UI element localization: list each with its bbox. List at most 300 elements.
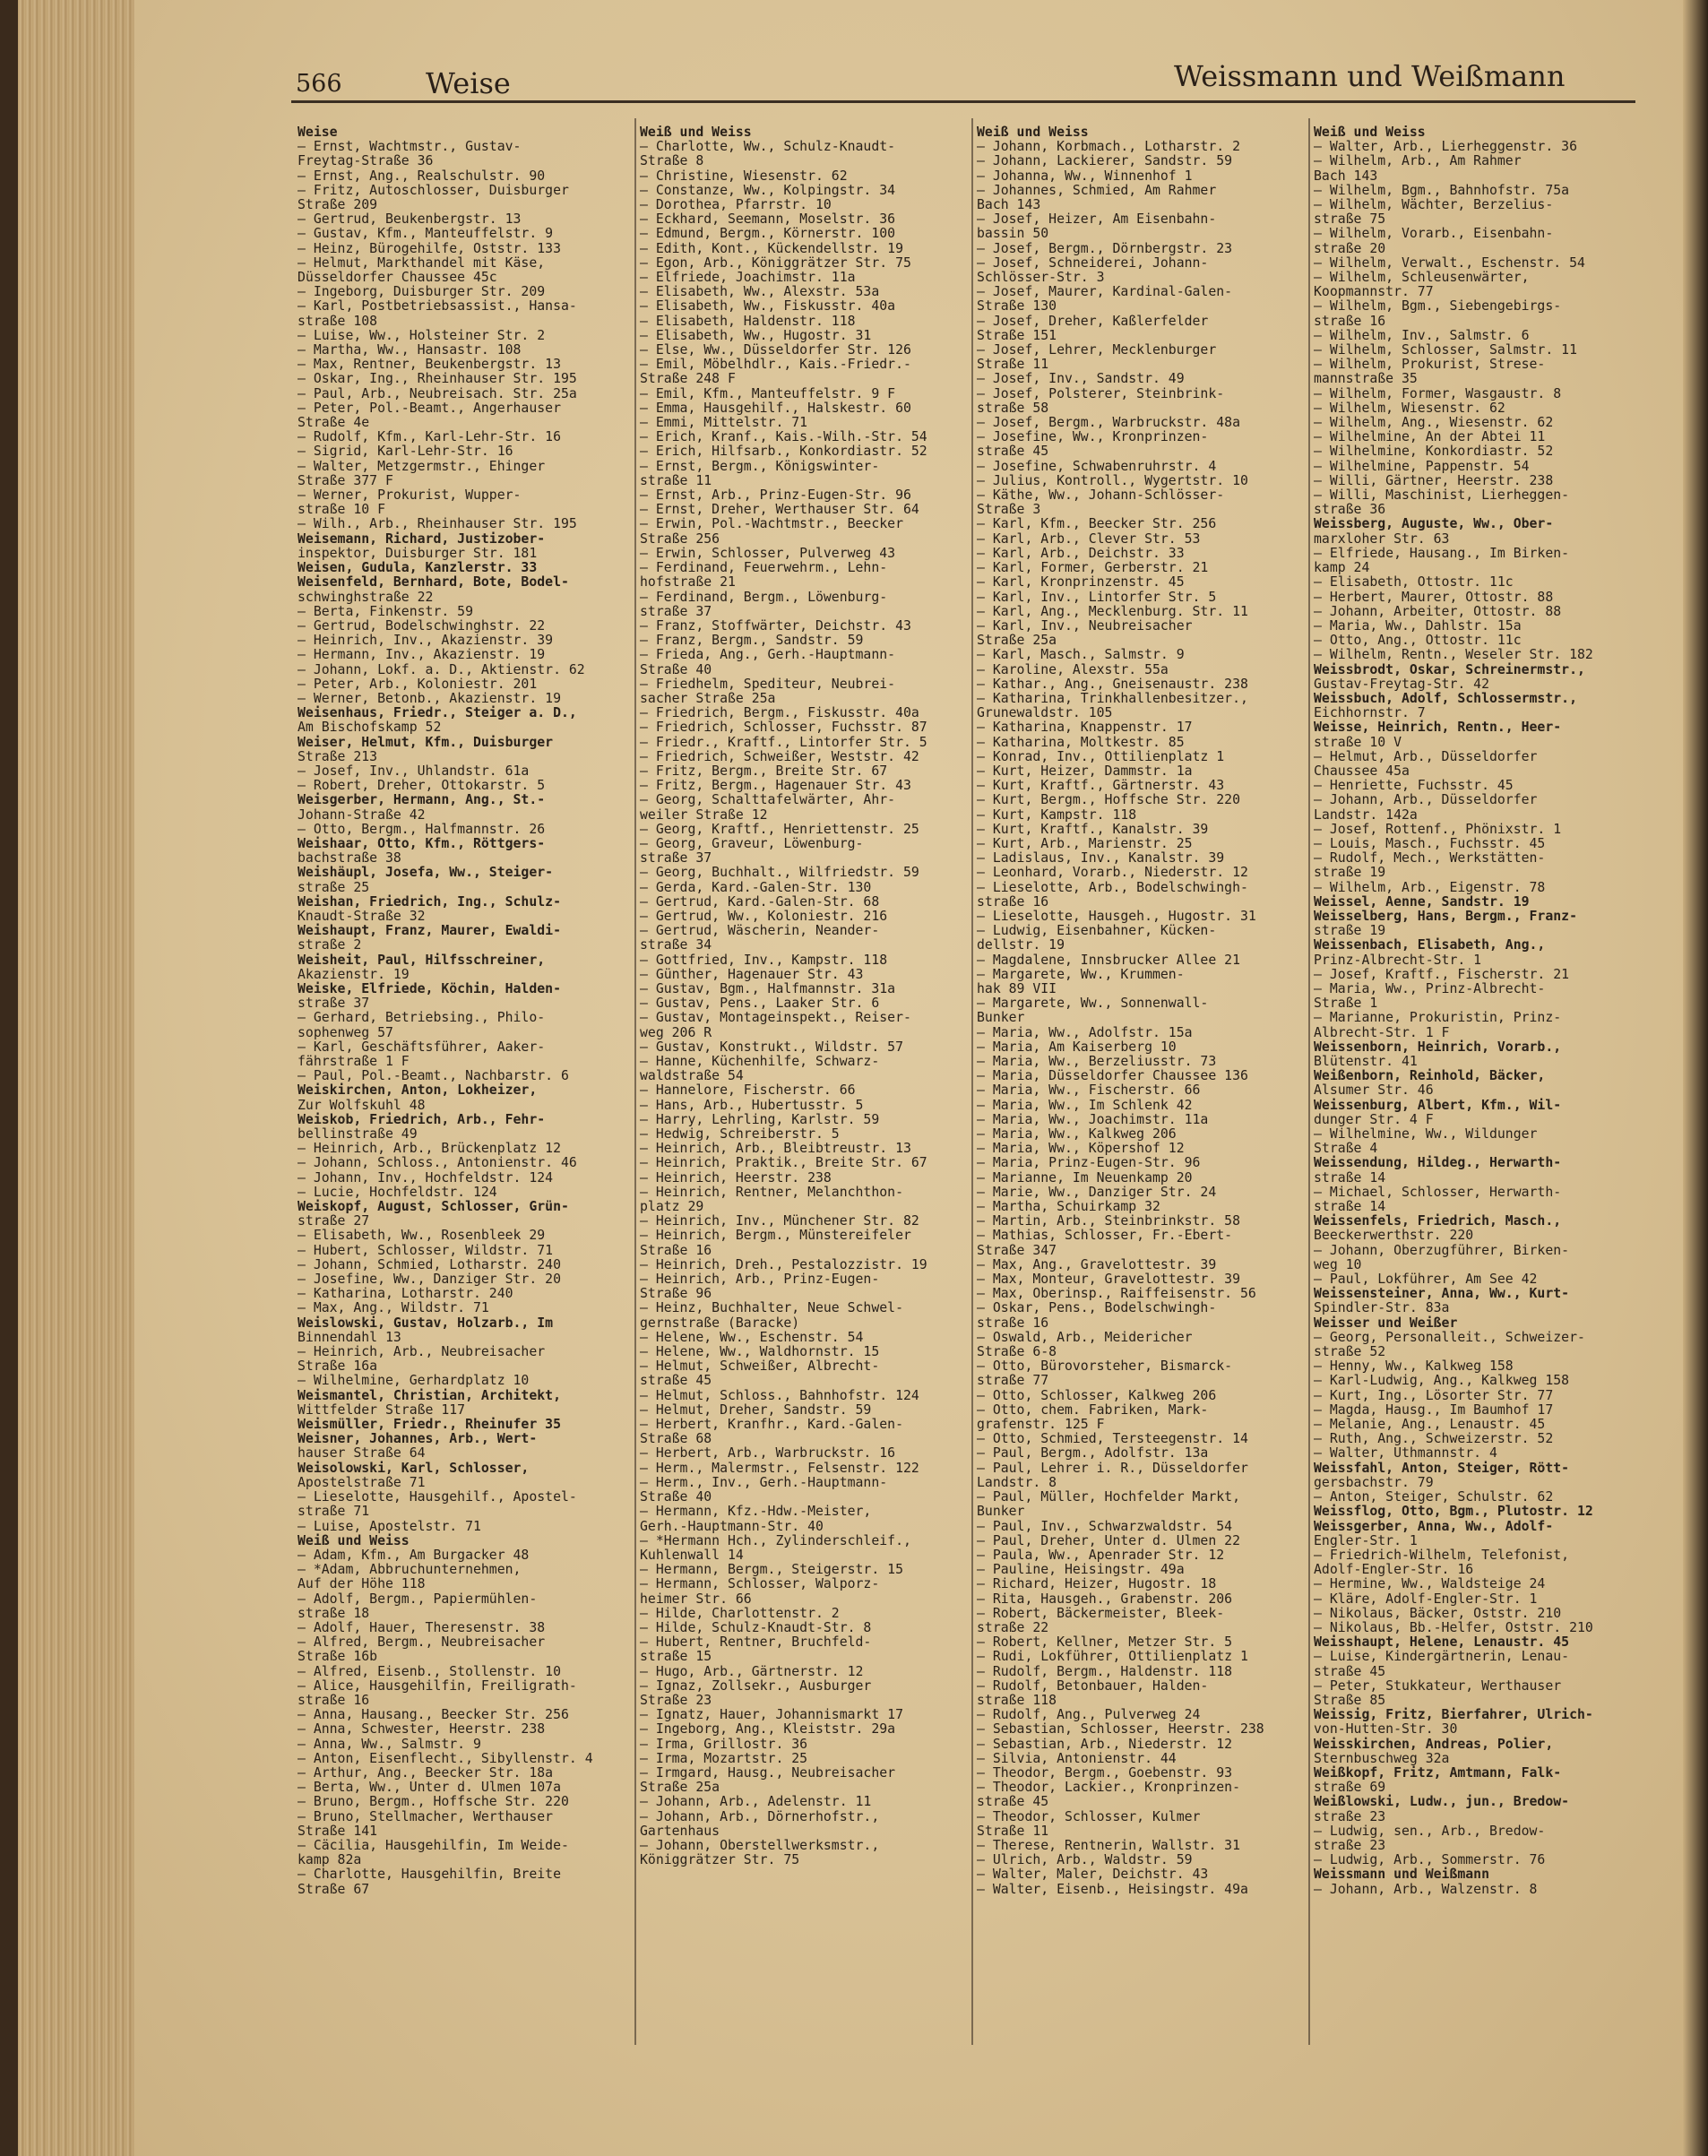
directory-entry-line: — Pauline, Heisingstr. 49a [977,1562,1185,1578]
directory-entry-line: — Karl, Former, Gerberstr. 21 [977,560,1209,576]
directory-entry-line: fährstraße 1 F [298,1054,410,1069]
directory-entry-line: — Gertrud, Ww., Koloniestr. 216 [640,908,888,924]
directory-entry-line: — Wilhelm, Arb., Am Rahmer [1314,153,1522,169]
running-head-left: Weise [426,66,511,100]
directory-entry-line: — Hermann, Schlosser, Walporz- [640,1576,880,1592]
column-divider [1308,118,1310,2045]
directory-entry-line: — Kurt, Bergm., Hoffsche Str. 220 [977,792,1240,808]
directory-entry-line: — Josef, Bergm., Dörnbergstr. 23 [977,240,1233,256]
directory-entry-line: — Wilhelm, Inv., Salmstr. 6 [1314,327,1530,343]
directory-entry-line: — *Hermann Hch., Zylinderschleif., [640,1532,911,1548]
directory-entry-line: — Maria, Ww., Fischerstr. 66 [977,1082,1201,1099]
directory-entry-line: — Ignaz, Zollsekr., Ausburger [640,1677,872,1694]
directory-entry-line: — Georg, Graveur, Löwenburg- [640,835,864,851]
directory-entry-line: — Ernst, Ang., Realschulstr. 90 [298,168,546,184]
directory-entry-line: — Josef, Polsterer, Steinbrink- [977,385,1225,401]
directory-entry-line: — Gustav, Montageinspekt., Reiser- [640,1010,911,1026]
directory-entry-line: Bunker [977,1010,1025,1026]
directory-entry-line: — Walter, Arb., Lierheggenstr. 36 [1314,139,1577,155]
directory-entry-line: — Ernst, Dreher, Werthauser Str. 64 [640,502,919,518]
directory-entry-line: — Gustav, Bgm., Halfmannstr. 31a [640,980,896,996]
directory-entry-line: — Gertrud, Bodelschwinghstr. 22 [298,617,546,634]
directory-entry-line: — Martha, Schuirkamp 32 [977,1199,1160,1215]
directory-entry-head: Weisemann, Richard, Justizober- [298,530,546,547]
directory-entry-line: straße 19 [1314,923,1386,939]
directory-entry-line: bassin 50 [977,226,1049,242]
directory-entry-line: — Rita, Hausgeh., Grabenstr. 206 [977,1591,1233,1607]
directory-entry-line: straße 58 [977,400,1049,416]
directory-entry-line: — Gottfried, Inv., Kampstr. 118 [640,952,888,968]
directory-entry-line: — Charlotte, Ww., Schulz-Knaudt- [640,139,896,155]
directory-entry-head: Weissflog, Otto, Bgm., Plutostr. 12 [1314,1504,1593,1520]
directory-entry-line: — Hanne, Küchenhilfe, Schwarz- [640,1054,880,1069]
directory-entry-line: — Josef, Rottenf., Phönixstr. 1 [1314,821,1562,837]
directory-entry-line: Straße 213 [298,748,378,764]
directory-entry-line: — Frieda, Ang., Gerh.-Hauptmann- [640,647,896,663]
directory-entry-line: — Heinrich, Arb., Brückenplatz 12 [298,1141,561,1157]
page-right-shadow [1683,0,1708,2156]
directory-entry-line: hak 89 VII [977,980,1057,996]
directory-entry-line: — Johann, Lokf. a. D., Aktienstr. 62 [298,661,585,677]
directory-entry-line: — Sebastian, Schlosser, Heerstr. 238 [977,1721,1264,1738]
directory-entry-line: — Heinrich, Rentner, Melanchthon- [640,1184,903,1200]
directory-entry-line: — Robert, Bäckermeister, Bleek- [977,1605,1225,1621]
directory-entry-line: — Wilhelm, Bgm., Bahnhofstr. 75a [1314,182,1570,198]
directory-entry-line: Apostelstraße 71 [298,1474,426,1490]
directory-entry-line: — Berta, Ww., Unter d. Ulmen 107a [298,1780,561,1796]
directory-entry-line: weg 206 R [640,1024,712,1040]
directory-entry-line: — Richard, Heizer, Hugostr. 18 [977,1576,1217,1592]
directory-entry-line: — Käthe, Ww., Johann-Schlösser- [977,487,1225,504]
directory-entry-line: — Wilhelm, Vorarb., Eisenbahn- [1314,226,1554,242]
directory-entry-head: Weissbrodt, Oskar, Schreinermstr., [1314,661,1585,677]
directory-entry-head: Weissgerber, Anna, Ww., Adolf- [1314,1518,1554,1534]
directory-entry-line: — Paul, Lehrer i. R., Düsseldorfer [977,1460,1248,1476]
directory-entry-line: straße 23 [1314,1837,1386,1853]
directory-entry-line: — Ernst, Wachtmstr., Gustav- [298,139,522,155]
directory-entry-line: — Friedrich, Bergm., Fiskusstr. 40a [640,705,919,721]
directory-entry-line: Straße 3 [977,502,1041,518]
directory-entry-head: Weisskirchen, Andreas, Polier, [1314,1736,1554,1752]
directory-entry-line: Blütenstr. 41 [1314,1054,1418,1069]
directory-entry-line: dellstr. 19 [977,937,1065,953]
directory-entry-line: straße 20 [1314,240,1386,256]
directory-entry-line: — Kurt, Kraftf., Gärtnerstr. 43 [977,778,1225,794]
directory-entry-line: heimer Str. 66 [640,1591,752,1607]
directory-entry-line: — Georg, Schalttafelwärter, Ahr- [640,792,896,808]
directory-entry-line: — Katharina, Moltkestr. 85 [977,734,1185,750]
directory-entry-line: Straße 16 [640,1242,712,1258]
directory-entry-line: sophenweg 57 [298,1024,393,1040]
directory-entry-line: bachstraße 38 [298,850,401,867]
directory-entry-head: Weiß und Weiss [1314,125,1426,140]
directory-entry-line: Straße 6-8 [977,1344,1057,1360]
directory-entry-line: — Josef, Inv., Uhlandstr. 61a [298,763,530,779]
directory-entry-line: Albrecht-Str. 1 F [1314,1024,1450,1040]
directory-entry-line: — Luise, Kindergärtnerin, Lenau- [1314,1649,1570,1665]
directory-entry-line: straße 14 [1314,1169,1386,1186]
header-rule [291,100,1635,103]
directory-entry-line: — Edmund, Bergm., Körnerstr. 100 [640,226,896,242]
directory-entry-line: — Maria, Am Kaiserberg 10 [977,1039,1177,1055]
directory-entry-line: — Helmut, Schloss., Bahnhofstr. 124 [640,1387,919,1403]
directory-entry-line: inspektor, Duisburger Str. 181 [298,545,538,561]
directory-entry-line: — *Adam, Abbruchunternehmen, [298,1562,522,1578]
directory-entry-line: — Wilhelm, Prokurist, Strese- [1314,357,1546,373]
directory-entry-line: — Karl, Inv., Lintorfer Str. 5 [977,589,1217,605]
directory-entry-line: straße 16 [977,1315,1049,1331]
directory-entry-line: — Katharina, Knappenstr. 17 [977,720,1193,736]
directory-entry-line: — Wilhelmine, Pappenstr. 54 [1314,458,1530,474]
directory-entry-line: sacher Straße 25a [640,690,776,706]
directory-entry-line: — Helmut, Schweißer, Albrecht- [640,1358,880,1375]
directory-entry-line: Straße 248 F [640,371,736,387]
directory-entry-line: — Wilhelm, Ang., Wiesenstr. 62 [1314,415,1554,431]
directory-entry-line: — Theodor, Bergm., Goebenstr. 93 [977,1764,1233,1781]
directory-entry-line: — Helene, Ww., Waldhornstr. 15 [640,1344,880,1360]
directory-entry-line: — Hannelore, Fischerstr. 66 [640,1082,856,1099]
directory-entry-line: von-Hutten-Str. 30 [1314,1721,1458,1738]
directory-entry-head: Weissenborn, Heinrich, Vorarb., [1314,1039,1562,1055]
directory-entry-line: Straße 377 F [298,472,393,488]
directory-entry-line: Knaudt-Straße 32 [298,908,426,924]
directory-entry-line: — Irmgard, Hausg., Neubreisacher [640,1764,896,1781]
directory-entry-line: — Ingeborg, Duisburger Str. 209 [298,284,546,300]
column-divider [971,118,973,2045]
directory-entry-line: — Ernst, Bergm., Königswinter- [640,458,880,474]
directory-entry-line: — Emil, Möbelhdlr., Kais.-Friedr.- [640,357,911,373]
directory-entry-line: — Karoline, Alexstr. 55a [977,661,1169,677]
directory-entry-head: Weißlowski, Ludw., jun., Bredow- [1314,1794,1570,1810]
directory-entry-line: Straße 23 [640,1692,712,1708]
directory-entry-head: Weissenbach, Elisabeth, Ang., [1314,937,1546,953]
directory-entry-line: — Johann, Korbmach., Lotharstr. 2 [977,139,1240,155]
directory-entry-line: — Oswald, Arb., Meidericher [977,1329,1193,1345]
directory-entry-line: Straße 16a [298,1358,378,1375]
directory-entry-line: — Fritz, Bergm., Hagenauer Str. 43 [640,778,911,794]
directory-entry-line: Schlösser-Str. 3 [977,270,1105,286]
directory-entry-line: Düsseldorfer Chaussee 45c [298,270,497,286]
directory-entry-line: — Elisabeth, Ww., Fiskusstr. 40a [640,298,896,315]
directory-entry-line: — Max, Rentner, Beukenbergstr. 13 [298,357,561,373]
directory-entry-line: — Wilhelm, Wiesenstr. 62 [1314,400,1505,416]
directory-entry-line: — Wilhelm, Arb., Eigenstr. 78 [1314,879,1546,895]
directory-entry-line: bellinstraße 49 [298,1126,418,1143]
directory-entry-head: Weisolowski, Karl, Schlosser, [298,1460,530,1476]
directory-entry-head: Weissberg, Auguste, Ww., Ober- [1314,516,1554,532]
directory-entry-line: straße 23 [1314,1808,1386,1824]
directory-entry-head: Weiskirchen, Anton, Lokheizer, [298,1082,538,1099]
column-4 [1314,125,1638,1897]
directory-entry-line: — Paula, Ww., Apenrader Str. 12 [977,1547,1225,1563]
directory-entry-line: — Walter, Metzgermstr., Ehinger [298,458,546,474]
directory-entry-line: — Ladislaus, Inv., Kanalstr. 39 [977,850,1225,867]
directory-entry-line: — Theodor, Schlosser, Kulmer [977,1808,1201,1824]
directory-entry-line: straße 16 [1314,313,1386,329]
directory-entry-line: — Gustav, Kfm., Manteuffelstr. 9 [298,226,554,242]
directory-entry-line: — Heinrich, Arb., Prinz-Eugen- [640,1272,880,1288]
column-3 [977,125,1301,1897]
directory-entry-line: — Günther, Hagenauer Str. 43 [640,966,864,982]
directory-entry-line: — Friedrich, Schweißer, Weststr. 42 [640,748,919,764]
directory-entry-line: — Emma, Hausgehilf., Halskestr. 60 [640,400,911,416]
directory-entry-line: — Henny, Ww., Kalkweg 158 [1314,1358,1514,1375]
directory-entry-line: — Silvia, Antonienstr. 44 [977,1750,1177,1766]
directory-entry-line: — Elfriede, Hausang., Im Birken- [1314,545,1570,561]
directory-entry-line: Adolf-Engler-Str. 16 [1314,1562,1474,1578]
directory-entry-line: — Elisabeth, Ww., Rosenbleek 29 [298,1228,546,1244]
directory-entry-line: — Ulrich, Arb., Waldstr. 59 [977,1852,1193,1868]
directory-entry-line: — Paul, Dreher, Unter d. Ulmen 22 [977,1532,1240,1548]
directory-entry-line: — Johannes, Schmied, Am Rahmer [977,182,1217,198]
directory-entry-line: — Egon, Arb., Königgrätzer Str. 75 [640,254,911,271]
directory-entry-line: straße 71 [298,1504,370,1520]
directory-entry-line: — Georg, Buchhalt., Wilfriedstr. 59 [640,865,919,881]
directory-entry-line: — Heinrich, Inv., Münchener Str. 82 [640,1213,919,1229]
directory-entry-line: — Magdalene, Innsbrucker Allee 21 [977,952,1240,968]
directory-entry-line: Straße 85 [1314,1692,1386,1708]
directory-entry-line: Bach 143 [977,197,1041,213]
directory-entry-line: Kuhlenwall 14 [640,1547,744,1563]
directory-entry-line: straße 45 [977,1794,1049,1810]
directory-entry-line: — Constanze, Ww., Kolpingstr. 34 [640,182,896,198]
directory-entry-line: — Gertrud, Wäscherin, Neander- [640,923,880,939]
directory-entry-line: — Margarete, Ww., Sonnenwall- [977,996,1209,1012]
directory-entry-line: — Helmut, Arb., Düsseldorfer [1314,748,1538,764]
directory-entry-line: — Sigrid, Karl-Lehr-Str. 16 [298,444,513,460]
directory-entry-line: — Johann, Arbeiter, Ottostr. 88 [1314,603,1562,619]
directory-entry-head: Weishäupl, Josefa, Ww., Steiger- [298,865,554,881]
directory-entry-line: Straße 347 [977,1242,1057,1258]
directory-entry-line: Straße 67 [298,1881,370,1897]
directory-entry-head: Weisenfeld, Bernhard, Bote, Bodel- [298,574,569,591]
directory-entry-line: — Friedr., Kraftf., Lintorfer Str. 5 [640,734,927,750]
directory-entry-line: Akazienstr. 19 [298,966,410,982]
directory-entry-line: straße 22 [977,1619,1049,1635]
directory-entry-line: — Peter, Stukkateur, Werthauser [1314,1677,1562,1694]
directory-entry-line: — Mathias, Schlosser, Fr.-Ebert- [977,1228,1233,1244]
directory-entry-line: — Kurt, Arb., Marienstr. 25 [977,835,1193,851]
directory-entry-line: — Johann, Oberzugführer, Birken- [1314,1242,1570,1258]
directory-entry-line: — Margarete, Ww., Krummen- [977,966,1185,982]
directory-entry-line: straße 36 [1314,502,1386,518]
directory-entry-line: straße 69 [1314,1780,1386,1796]
directory-entry-line: — Helmut, Dreher, Sandstr. 59 [640,1401,872,1418]
directory-entry-line: — Max, Ang., Wildstr. 71 [298,1300,489,1316]
directory-entry-line: — Georg, Personalleit., Schweizer- [1314,1329,1585,1345]
directory-entry-line: Straße 16b [298,1649,378,1665]
directory-entry-line: — Otto, Schlosser, Kalkweg 206 [977,1387,1217,1403]
directory-entry-line: — Rudolf, Ang., Pulverweg 24 [977,1707,1201,1723]
directory-entry-line: Chaussee 45a [1314,763,1410,779]
directory-entry-line: — Erwin, Schlosser, Pulverweg 43 [640,545,896,561]
directory-entry-head: Weissel, Aenne, Sandstr. 19 [1314,893,1530,910]
directory-entry-line: Gerh.-Hauptmann-Str. 40 [640,1518,824,1534]
directory-entry-head: Weisselberg, Hans, Bergm., Franz- [1314,908,1577,924]
directory-entry-line: — Elisabeth, Ww., Alexstr. 53a [640,284,880,300]
directory-entry-line: — Gerda, Kard.-Galen-Str. 130 [640,879,872,895]
directory-entry-line: — Maria, Ww., Berzeliusstr. 73 [977,1054,1217,1069]
directory-entry-line: — Ludwig, Arb., Sommerstr. 76 [1314,1852,1546,1868]
directory-entry-head: Weiskopf, August, Schlosser, Grün- [298,1199,569,1215]
directory-entry-head: Weiskob, Friedrich, Arb., Fehr- [298,1111,546,1127]
directory-entry-line: Spindler-Str. 83a [1314,1300,1450,1316]
directory-entry-line: — Karl, Masch., Salmstr. 9 [977,647,1185,663]
directory-entry-line: — Josef, Inv., Sandstr. 49 [977,371,1185,387]
directory-entry-line: — Hubert, Schlosser, Wildstr. 71 [298,1242,554,1258]
directory-entry-line: straße 45 [1314,1663,1386,1679]
directory-entry-head: Weisse, Heinrich, Rentn., Heer- [1314,720,1562,736]
directory-entry-head: Weissmann und Weißmann [1314,1867,1489,1883]
directory-entry-line: — Franz, Bergm., Sandstr. 59 [640,633,864,649]
directory-entry-line: — Hubert, Rentner, Bruchfeld- [640,1634,872,1651]
directory-entry-line: — Wilhelmine, An der Abtei 11 [1314,429,1546,445]
running-head-right: Weissmann und Weißmann [1174,59,1566,93]
directory-entry-line: — Johann, Oberstellwerksmstr., [640,1837,880,1853]
directory-entry-line: — Kurt, Kampstr. 118 [977,806,1137,823]
directory-entry-line: — Otto, Schmied, Tersteegenstr. 14 [977,1431,1248,1447]
directory-entry-line: Straße 96 [640,1286,712,1302]
directory-entry-line: — Max, Monteur, Gravelottestr. 39 [977,1272,1240,1288]
directory-entry-line: straße 34 [640,937,712,953]
directory-entry-line: — Wilhelm, Schlosser, Salmstr. 11 [1314,342,1577,358]
directory-entry-line: straße 16 [298,1692,370,1708]
directory-entry-line: — Maria, Prinz-Eugen-Str. 96 [977,1155,1201,1171]
directory-entry-head: Weisner, Johannes, Arb., Wert- [298,1431,538,1447]
directory-entry-line: — Josefine, Ww., Kronprinzen- [977,429,1209,445]
directory-entry-line: — Otto, chem. Fabriken, Mark- [977,1401,1209,1418]
directory-entry-line: Straße 151 [977,327,1057,343]
directory-entry-line: — Cäcilia, Hausgehilfin, Im Weide- [298,1837,569,1853]
directory-entry-line: straße 18 [298,1605,370,1621]
directory-entry-line: Landstr. 142a [1314,806,1418,823]
directory-entry-line: Gustav-Freytag-Str. 42 [1314,676,1489,692]
directory-entry-line: straße 15 [640,1649,712,1665]
directory-entry-line: — Maria, Ww., Köpershof 12 [977,1141,1185,1157]
column-divider [634,118,636,2045]
directory-entry-line: — Werner, Betonb., Akazienstr. 19 [298,690,561,706]
directory-entry-line: — Magda, Hausg., Im Baumhof 17 [1314,1401,1554,1418]
directory-entry-line: straße 45 [977,444,1049,460]
directory-entry-line: straße 52 [1314,1344,1386,1360]
directory-entry-head: Weisenhaus, Friedr., Steiger a. D., [298,705,577,721]
directory-entry-line: — Karl, Geschäftsführer, Aaker- [298,1039,546,1055]
directory-entry-line: — Anna, Schwester, Heerstr. 238 [298,1721,546,1738]
directory-entry-line: — Paul, Inv., Schwarzwaldstr. 54 [977,1518,1233,1534]
directory-entry-head: Weissendung, Hildeg., Herwarth- [1314,1155,1562,1171]
directory-entry-head: Weisheit, Paul, Hilfsschreiner, [298,952,546,968]
directory-entry-line: — Josefine, Schwabenruhrstr. 4 [977,458,1217,474]
directory-entry-line: — Eckhard, Seemann, Moselstr. 36 [640,211,896,228]
directory-entry-head: Weise [298,125,338,140]
directory-entry-line: straße 10 V [1314,734,1402,750]
directory-entry-line: — Rudolf, Betonbauer, Halden- [977,1677,1209,1694]
directory-entry-line: — Wilhelm, Schleusenwärter, [1314,270,1530,286]
directory-entry-line: — Fritz, Bergm., Breite Str. 67 [640,763,888,779]
directory-entry-line: — Theodor, Lackier., Kronprinzen- [977,1780,1240,1796]
book-spine-edge [18,0,134,2156]
directory-entry-line: — Erwin, Pol.-Wachtmstr., Beecker [640,516,903,532]
directory-entry-line: — Werner, Prokurist, Wupper- [298,487,522,504]
directory-entry-line: — Elisabeth, Ww., Hugostr. 31 [640,327,872,343]
directory-entry-head: Weißenborn, Reinhold, Bäcker, [1314,1068,1546,1084]
directory-entry-head: Weissenfels, Friedrich, Masch., [1314,1213,1562,1229]
directory-entry-head: Weishaar, Otto, Kfm., Röttgers- [298,835,546,851]
directory-entry-line: — Karl-Ludwig, Ang., Kalkweg 158 [1314,1373,1570,1389]
directory-entry-line: Straße 40 [640,661,712,677]
directory-entry-line: — Karl, Postbetriebsassist., Hansa- [298,298,577,315]
directory-entry-line: — Josef, Heizer, Am Eisenbahn- [977,211,1217,228]
directory-entry-line: Straße 68 [640,1431,712,1447]
directory-entry-line: — Karl, Arb., Deichstr. 33 [977,545,1185,561]
directory-entry-head: Weiß und Weiss [977,125,1089,140]
directory-entry-line: — Heinrich, Dreh., Pestalozzistr. 19 [640,1256,927,1272]
directory-entry-line: — Lieselotte, Hausgeh., Hugostr. 31 [977,908,1256,924]
directory-entry-head: Weisshaupt, Helene, Lenaustr. 45 [1314,1634,1570,1651]
directory-entry-line: — Franz, Stoffwärter, Deichstr. 43 [640,617,911,634]
directory-entry-line: — Emil, Kfm., Manteuffelstr. 9 F [640,385,896,401]
directory-entry-head: Weishaupt, Franz, Maurer, Ewaldi- [298,923,561,939]
directory-entry-line: Am Bischofskamp 52 [298,720,442,736]
directory-entry-line: — Herbert, Arb., Warbruckstr. 16 [640,1445,896,1462]
directory-entry-line: — Josef, Lehrer, Mecklenburger [977,342,1217,358]
directory-entry-line: — Johann, Arb., Adelenstr. 11 [640,1794,872,1810]
directory-entry-line: — Kurt, Heizer, Dammstr. 1a [977,763,1193,779]
directory-entry-line: — Maria, Ww., Im Schlenk 42 [977,1097,1193,1113]
directory-entry-line: Prinz-Albrecht-Str. 1 [1314,952,1482,968]
directory-entry-line: — Johann, Lackierer, Sandstr. 59 [977,153,1233,169]
directory-entry-line: — Adam, Kfm., Am Burgacker 48 [298,1547,530,1563]
directory-entry-line: — Karl, Kronprinzenstr. 45 [977,574,1185,591]
directory-entry-head: Weissenburg, Albert, Kfm., Wil- [1314,1097,1562,1113]
directory-entry-line: — Nikolaus, Bäcker, Oststr. 210 [1314,1605,1562,1621]
directory-entry-line: — Christine, Wiesenstr. 62 [640,168,848,184]
directory-entry-line: — Hedwig, Schreiberstr. 5 [640,1126,840,1143]
directory-page [18,0,1708,2156]
directory-entry-line: — Julius, Kontroll., Wygertstr. 10 [977,472,1248,488]
directory-entry-line: — Ingeborg, Ang., Kleiststr. 29a [640,1721,896,1738]
directory-entry-line: straße 11 [640,472,712,488]
directory-entry-line: — Nikolaus, Bb.-Helfer, Oststr. 210 [1314,1619,1593,1635]
directory-entry-line: Straße 1 [1314,996,1378,1012]
directory-entry-line: Straße 11 [977,1823,1049,1839]
directory-entry-line: Straße 130 [977,298,1057,315]
directory-entry-line: — Peter, Pol.-Beamt., Angerhauser [298,400,561,416]
directory-entry-line: Binnendahl 13 [298,1329,401,1345]
directory-entry-line: — Robert, Kellner, Metzer Str. 5 [977,1634,1233,1651]
directory-entry-line: — Robert, Dreher, Ottokarstr. 5 [298,778,546,794]
directory-entry-head: Weismantel, Christian, Architekt, [298,1387,561,1403]
directory-entry-line: — Ignatz, Hauer, Johannismarkt 17 [640,1707,903,1723]
directory-entry-line: — Ferdinand, Feuerwehrm., Lehn- [640,560,888,576]
directory-entry-line: — Hermann, Inv., Akazienstr. 19 [298,647,546,663]
directory-entry-line: — Helmut, Markthandel mit Käse, [298,254,546,271]
directory-entry-line: — Maria, Ww., Joachimstr. 11a [977,1111,1209,1127]
directory-entry-line: Zur Wolfskuhl 48 [298,1097,426,1113]
directory-entry-line: — Walter, Eisenb., Heisingstr. 49a [977,1881,1248,1897]
directory-entry-line: straße 2 [298,937,362,953]
directory-entry-line: straße 10 F [298,502,385,518]
directory-entry-line: — Martin, Arb., Steinbrinkstr. 58 [977,1213,1240,1229]
directory-entry-head: Weiß und Weiss [640,125,752,140]
directory-entry-line: — Josefine, Ww., Danziger Str. 20 [298,1272,561,1288]
directory-entry-line: — Ruth, Ang., Schweizerstr. 52 [1314,1431,1554,1447]
directory-entry-head: Weißkopf, Fritz, Amtmann, Falk- [1314,1764,1562,1781]
directory-entry-line: kamp 82a [298,1852,362,1868]
directory-entry-line: Straße 4 [1314,1141,1378,1157]
directory-entry-line: — Johann, Schmied, Lotharstr. 240 [298,1256,561,1272]
directory-entry-line: — Rudolf, Mech., Werkstätten- [1314,850,1546,867]
